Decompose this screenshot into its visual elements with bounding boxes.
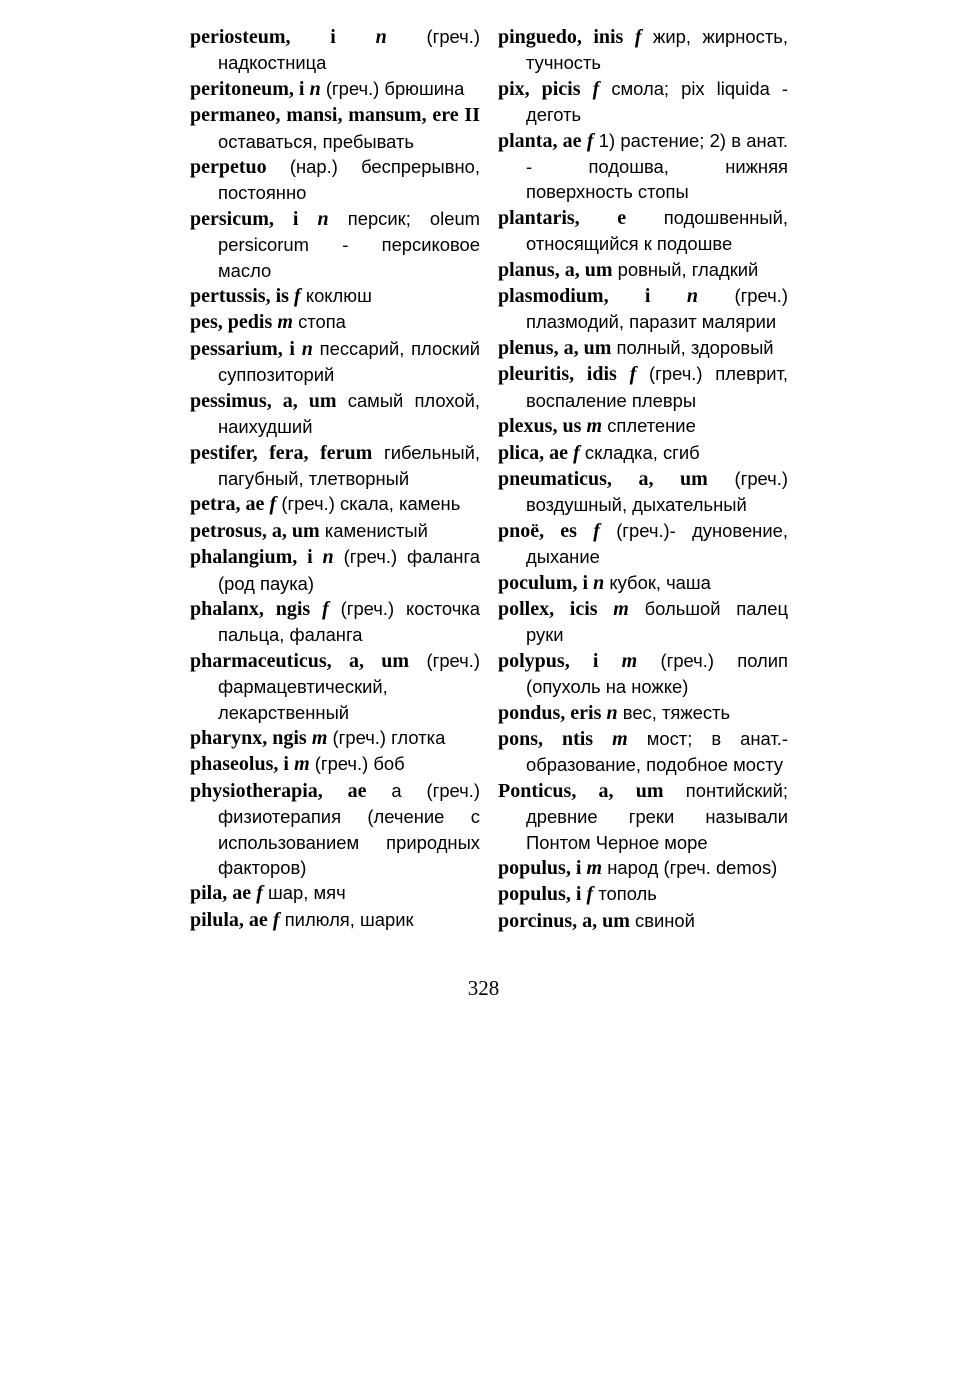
entry-gender: f [586, 129, 594, 152]
entry-definition: (греч.) косточка пальца, фаланга [218, 597, 480, 646]
dictionary-entry [498, 700, 788, 726]
entry-gender: m [586, 415, 603, 438]
dictionary-entry [498, 413, 788, 439]
entry-definition: (греч.) скала, камень [281, 493, 461, 515]
dictionary-entry [498, 518, 788, 570]
entry-headword: polypus, i [498, 649, 599, 672]
entry-headword: planta, ae [498, 129, 582, 152]
dictionary-entry [498, 570, 788, 596]
dictionary-entry [190, 648, 480, 725]
dictionary-entry [190, 24, 480, 76]
entry-definition: a (греч.) физиотерапия (лечение с использованием природных факторов) [218, 779, 480, 878]
entry-gender: f [272, 908, 280, 931]
entry-gender: n [606, 701, 618, 724]
dictionary-entry [190, 880, 480, 906]
dictionary-entry [190, 596, 480, 648]
dictionary-entry [190, 206, 480, 283]
entry-definition: (греч.) плеврит, воспаление плевры [526, 363, 788, 411]
entry-gender: f [629, 363, 637, 386]
entry-headword: physiotherapia, ae [190, 779, 367, 802]
dictionary-entry [498, 283, 788, 335]
entry-definition: свиной [635, 909, 695, 931]
dictionary-entry [498, 205, 788, 257]
entry-gender: m [277, 311, 293, 334]
entry-definition: полный, здоровый [616, 336, 774, 358]
entry-gender: n [301, 337, 313, 360]
dictionary-entry [190, 907, 480, 933]
entry-gender: f [592, 77, 600, 100]
entry-definition: пессарий, плоский суппозиторий [218, 337, 480, 386]
entry-gender: m [621, 649, 638, 672]
entry-headword: phalanx, ngis [190, 597, 311, 620]
entry-headword: pix, picis [498, 77, 581, 100]
entry-headword: petrosus, a, um [190, 519, 320, 542]
dictionary-entry [190, 518, 480, 544]
entry-definition: смола; pix liquida - деготь [526, 77, 788, 126]
entry-headword: permaneo, mansi, mansum, ere II [190, 104, 480, 127]
entry-definition: оставаться, пребывать [218, 130, 414, 152]
entry-headword: plantaris, e [498, 206, 627, 229]
entry-definition: вес, тяжесть [622, 701, 731, 723]
dictionary-entry [190, 388, 480, 440]
entry-definition: стопа [298, 311, 346, 333]
entry-headword: plenus, a, um [498, 336, 612, 359]
entry-gender: f [294, 285, 301, 308]
entry-definition: (греч.)- дуновение, дыхание [526, 519, 788, 568]
entry-gender: m [613, 597, 629, 620]
entry-definition: подошвенный, относящийся к подошве [526, 206, 788, 255]
entry-headword: phalangium, i [190, 546, 313, 569]
dictionary-entry [190, 751, 480, 777]
entry-gender: m [612, 727, 628, 750]
entry-gender: f [586, 883, 594, 906]
entry-definition: персик; oleum persicorum - персиковое масло [218, 207, 480, 281]
entry-headword: porcinus, a, um [498, 909, 630, 932]
dictionary-entry [190, 283, 480, 309]
entry-gender: n [309, 77, 321, 100]
entry-headword: planus, a, um [498, 258, 613, 281]
entry-definition: пилюля, шарик [284, 908, 414, 930]
page-number: 328 [467, 976, 500, 1000]
entry-gender: f [573, 441, 580, 464]
entry-definition: (греч.) фаланга (род паука) [218, 546, 480, 594]
dictionary-entry [498, 778, 788, 855]
dictionary-entry [190, 544, 480, 596]
entry-definition: гибельный, пагубный, тлетворный [218, 441, 480, 489]
entry-gender: f [256, 882, 263, 905]
entry-gender: m [586, 857, 603, 879]
entry-gender: f [322, 597, 329, 620]
entry-headword: pila, ae [190, 882, 252, 905]
dictionary-entry [190, 778, 480, 881]
dictionary-entry [190, 76, 480, 102]
dictionary-entry [190, 440, 480, 492]
entry-headword: pons, ntis [498, 727, 594, 750]
entry-gender: n [593, 571, 605, 594]
entry-definition: жир, жирность, тучность [526, 26, 788, 74]
dictionary-entry [498, 855, 788, 881]
entry-definition: тополь [598, 883, 657, 905]
entry-definition: (греч.) фармацевтический, лекарственный [218, 649, 480, 723]
entry-headword: plexus, us [498, 415, 582, 438]
entry-headword: pes, pedis [190, 311, 273, 334]
dictionary-entry [190, 491, 480, 517]
entry-definition: коклюш [305, 285, 372, 307]
dictionary-entry [498, 908, 788, 934]
entry-gender: f [634, 26, 642, 48]
entry-gender: f [269, 493, 277, 516]
entry-gender: n [317, 207, 329, 230]
entry-definition: (греч.) плазмодий, паразит малярии [526, 285, 788, 333]
entry-definition: народ (греч. demos) [607, 857, 778, 878]
entry-headword: petra, ae [190, 493, 265, 516]
entry-gender: n [686, 285, 699, 308]
entry-headword: pessimus, a, um [190, 389, 337, 412]
dictionary-entry [498, 24, 788, 76]
entry-definition: (греч.) полип (опухоль на ножке) [526, 649, 788, 698]
entry-headword: plica, ae [498, 441, 568, 464]
dictionary-entry [498, 648, 788, 700]
dictionary-entry [498, 128, 788, 205]
dictionary-entry [498, 361, 788, 413]
dictionary-entry [190, 725, 480, 751]
entry-definition: 1) растение; 2) в анат. - подошва, нижняя поверхность стопы [526, 129, 788, 203]
entry-headword: pertussis, is [190, 285, 289, 308]
entry-definition: (нар.) беспрерывно, постоянно [218, 156, 480, 204]
entry-headword: Ponticus, a, um [498, 779, 664, 802]
entry-definition: каменистый [324, 519, 428, 541]
dictionary-entry [498, 726, 788, 778]
entry-headword: populus, i [498, 857, 582, 879]
dictionary-entry [498, 76, 788, 128]
entry-definition: понтийский; древние греки называли Понтом Черное море [526, 779, 788, 853]
dictionary-entry [190, 309, 480, 335]
entry-definition: самый плохой, наихудший [218, 389, 480, 438]
dictionary-entry [190, 154, 480, 206]
entry-headword: phaseolus, i [190, 753, 289, 776]
entry-headword: pollex, icis [498, 597, 598, 620]
dictionary-entry [498, 881, 788, 907]
entry-definition: шар, мяч [268, 882, 346, 904]
entry-gender: m [294, 753, 310, 776]
entry-definition: (греч.) глотка [332, 726, 446, 748]
dictionary-entry [498, 596, 788, 648]
entry-headword: persicum, i [190, 207, 299, 230]
entry-headword: pharmaceuticus, a, um [190, 649, 410, 672]
dictionary-entry [190, 102, 480, 154]
entry-headword: pondus, eris [498, 701, 602, 724]
entry-headword: pneumaticus, a, um [498, 467, 708, 490]
entry-definition: ровный, гладкий [617, 258, 759, 280]
entry-headword: pnoë, es [498, 519, 577, 542]
entry-headword: pestifer, fera, ferum [190, 441, 373, 464]
entry-gender: n [322, 546, 334, 569]
right-column [498, 24, 788, 934]
entry-headword: pleuritis, idis [498, 363, 617, 386]
entry-definition: мост; в анат.-образование, подобное мосту [526, 727, 788, 776]
entry-definition: (греч.) боб [314, 753, 405, 775]
entry-headword: pharynx, ngis [190, 726, 307, 749]
entry-gender: m [311, 726, 328, 749]
entry-definition: (греч.) брюшина [325, 77, 465, 99]
entry-definition: кубок, чаша [609, 571, 711, 593]
entry-definition: большой палец руки [526, 597, 788, 646]
entry-headword: populus, i [498, 883, 582, 906]
entry-headword: plasmodium, i [498, 285, 651, 308]
entry-headword: periosteum, i [190, 26, 336, 48]
dictionary-entry [498, 466, 788, 518]
entry-headword: pessarium, i [190, 337, 295, 360]
entry-definition: (греч.) надкостница [218, 26, 480, 74]
left-column [190, 24, 480, 933]
entry-definition: складка, сгиб [584, 441, 700, 463]
entry-definition: (греч.) воздушный, дыхательный [526, 467, 788, 516]
entry-headword: peritoneum, i [190, 77, 305, 100]
entry-headword: perpetuo [190, 156, 267, 179]
entry-definition: сплетение [607, 415, 696, 437]
dictionary-entry [190, 336, 480, 388]
entry-headword: pilula, ae [190, 908, 268, 931]
entry-gender: f [593, 519, 600, 542]
entry-headword: pinguedo, inis [498, 26, 624, 48]
entry-headword: poculum, i [498, 571, 589, 594]
dictionary-entry [498, 335, 788, 361]
dictionary-entry [498, 257, 788, 283]
entry-gender: n [375, 26, 387, 48]
dictionary-entry [498, 440, 788, 466]
